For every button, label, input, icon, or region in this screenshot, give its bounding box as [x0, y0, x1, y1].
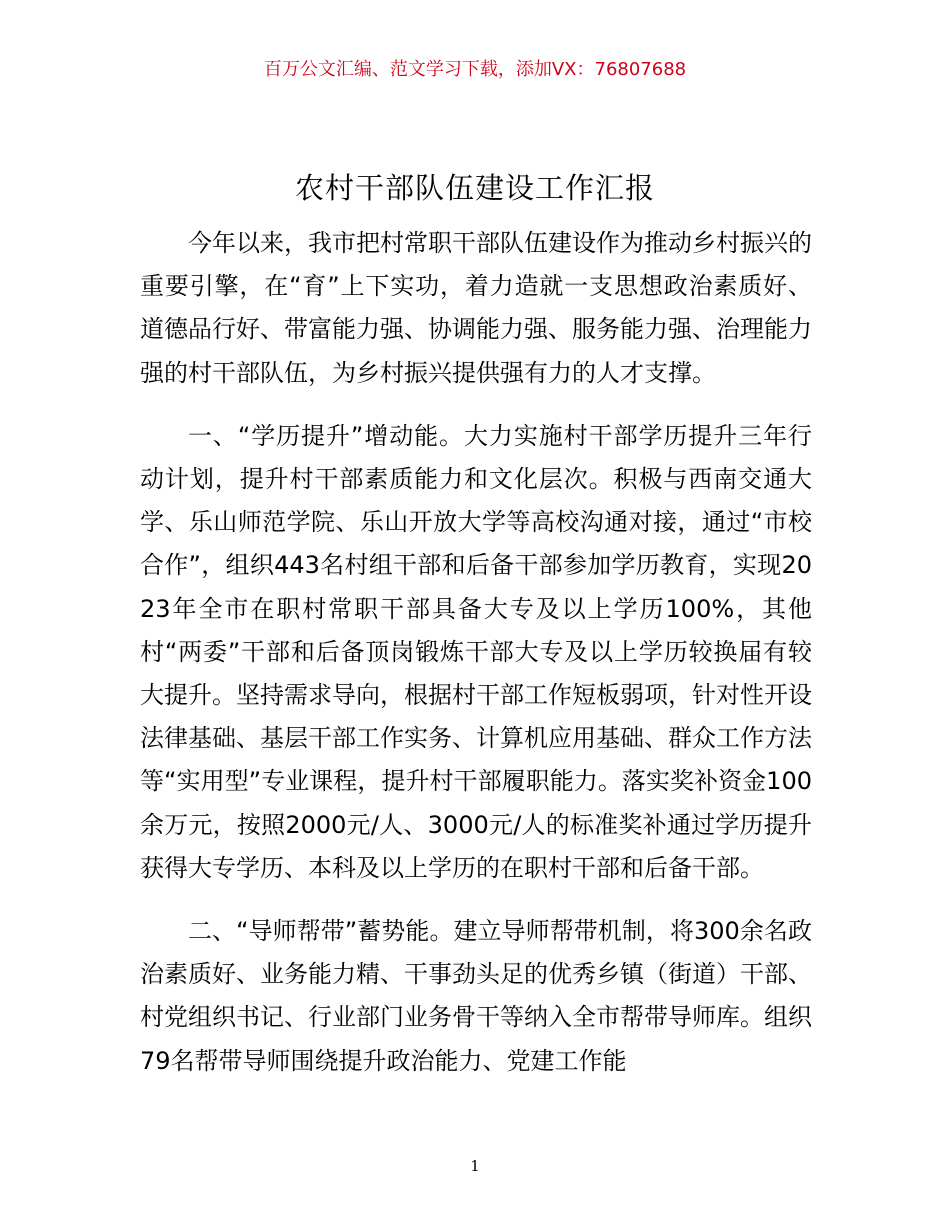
paragraph-section-2: 二、“导师帮带”蓄势能。建立导师帮带机制，将300余名政治素质好、业务能力精、干事劲头足的优秀乡镇（街道）干部、村党组织书记、行业部门业务骨干等纳入全市帮带导师库。组织79名帮带导师围绕提升政治能力、党建工作能 — [140, 917, 812, 1075]
paragraph-section-1: 一、“学历提升”增动能。大力实施村干部学历提升三年行动计划，提升村干部素质能力和文化层次。积极与西南交通大学、乐山师范学院、乐山开放大学等高校沟通对接，通过“市校合作”，组织443名村组干部和后备干部参加学历教育，实现2023年全市在职村常职干部具备大专及以上学历100%，其他村“两委”干部和后备顶岗锻炼干部大专及以上学历较换届有较大提升。坚持需求导向，根据村干部工作短板弱项，针对性开设法律基础、基层干部工作实务、计算机应用基础、群众工作方法等“实用型”专业课程，提升村干部履职能力。落实奖补资金100余万元，按照2000元/人、3000元/人的标准奖补通过学历提升获得大专学历、本科及以上学历的在职村干部和后备干部。 — [140, 421, 812, 882]
paragraph-intro: 今年以来，我市把村常职干部队伍建设作为推动乡村振兴的重要引擎，在“育”上下实功，着力造就一支思想政治素质好、道德品行好、带富能力强、协调能力强、服务能力强、治理能力强的村干部队伍，为乡村振兴提供强有力的人才支撑。 — [140, 229, 812, 387]
page-number: 1 — [470, 1157, 480, 1175]
document-title: 农村干部队伍建设工作汇报 — [294, 171, 655, 205]
document-body — [140, 222, 812, 1103]
header-banner: 百万公文汇编、范文学习下载，添加VX：76807688 — [263, 59, 687, 80]
